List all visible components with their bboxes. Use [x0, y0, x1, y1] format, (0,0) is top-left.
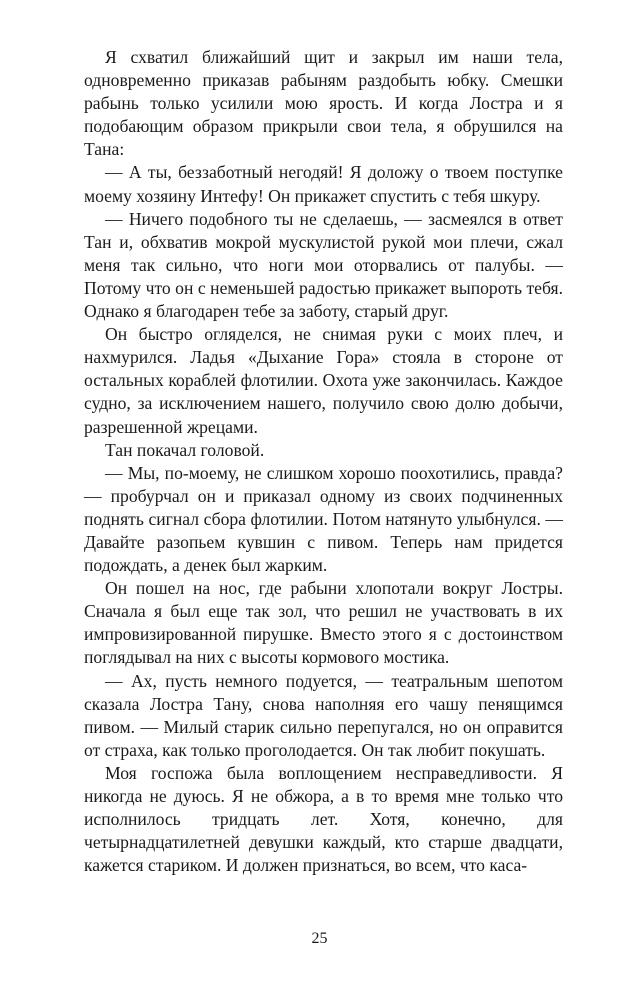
- paragraph-7: Он пошел на нос, где рабыни хлопотали вокруг Лостры. Сначала я был еще так зол, что решил не участвовать в их импровизированной пирушке. Вместо этого я с достоинством поглядывал на них с высоты кормового мостика.: [84, 578, 563, 668]
- body-text: [84, 46, 563, 877]
- paragraph-6: — Мы, по-моему, не слишком хорошо поохотились, правда? — пробурчал он и приказал одному из своих подчиненных поднять сигнал сбора флотилии. Потом натянуто улыбнулся. — Давайте разопьем кувшин с пивом. Теперь нам придется подождать, а денек был жарким.: [84, 462, 563, 576]
- paragraph-5: Тан покачал головой.: [105, 439, 265, 460]
- paragraph-2: — А ты, беззаботный негодяй! Я доложу о твоем поступке моему хозяину Интефу! Он прикажет спустить с тебя шкуру.: [84, 162, 563, 206]
- paragraph-8: — Ах, пусть немного подуется, — театральным шепотом сказала Лостра Тану, снова наполняя его чашу пенящимся пивом. — Милый старик сильно перепугался, но он оправится от страха, как только проголодается. Он так любит покушать.: [84, 670, 563, 760]
- paragraph-9: Моя госпожа была воплощением несправедливости. Я никогда не дуюсь. Я не обжора, а в то время мне только что исполнилось тридцать лет. Хотя, конечно, для четырнадцатилетней девушки каждый, кто старше двадцати, кажется стариком. И должен признаться, во всем, что каса-: [84, 762, 563, 876]
- paragraph-1: Я схватил ближайший щит и закрыл им наши тела, одновременно приказав рабыням раздобыть юбку. Смешки рабынь только усилили мою ярость. И когда Лостра и я подобающим образом прикрыли свои тела, я обрушился на Тана:: [84, 47, 563, 160]
- paragraph-4: Он быстро огляделся, не снимая руки с моих плеч, и нахмурился. Ладья «Дыхание Гора» стояла в стороне от остальных кораблей флотилии. Охота уже закончилась. Каждое судно, за исключением нашего, получило свою долю добычи, разрешенной жрецами.: [84, 324, 563, 437]
- paragraph-3: — Ничего подобного ты не сделаешь, — засмеялся в ответ Тан и, обхватив мокрой мускулистой рукой мои плечи, сжал меня так сильно, что ноги мои оторвались от палубы. — Потому что он с неменьшей радостью прикажет выпороть тебя. Однако я благодарен тебе за заботу, старый друг.: [84, 208, 563, 322]
- page-number: 25: [311, 930, 328, 947]
